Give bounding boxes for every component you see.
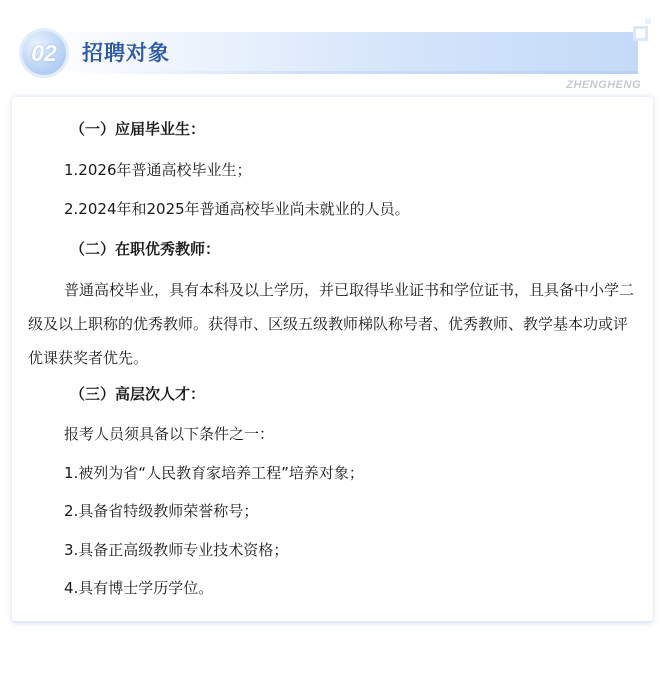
content-card (12, 97, 653, 623)
heading-talent: （三）高层次人才： (70, 385, 206, 403)
talent-intro: 报考人员须具备以下条件之一： (64, 425, 275, 443)
teachers-paragraph: 普通高校毕业，具有本科及以上学历，并已取得毕业证书和学位证书，且具备中小学二级及以上职称的优秀教师。获得市、区级五级教师梯队称号者、优秀教师、教学基本功或评优课获奖者优先。 (28, 281, 635, 367)
graduates-item-2: 2.2024年和2025年普通高校毕业尚未就业的人员。 (64, 200, 410, 218)
talent-item-2: 2.具备省特级教师荣誉称号； (64, 502, 259, 520)
section-header (0, 0, 667, 100)
corner-decoration-small (645, 18, 651, 24)
talent-item-1: 1.被列为省“人民教育家培养工程”培养对象； (64, 464, 364, 482)
section-number: 02 (31, 40, 57, 66)
heading-graduates: （一）应届毕业生： (70, 120, 206, 138)
header-underline (70, 71, 638, 74)
talent-item-3: 3.具备正高级教师专业技术资格； (64, 541, 289, 559)
brand-watermark: ZHENGHENG (566, 79, 641, 91)
graduates-item-1: 1.2026年普通高校毕业生； (64, 161, 252, 179)
corner-decoration (633, 26, 648, 41)
section-number-badge (22, 31, 66, 75)
heading-teachers: （二）在职优秀教师： (70, 240, 221, 258)
talent-item-4: 4.具有博士学历学位。 (64, 579, 214, 597)
section-title: 招聘对象 (82, 41, 170, 65)
